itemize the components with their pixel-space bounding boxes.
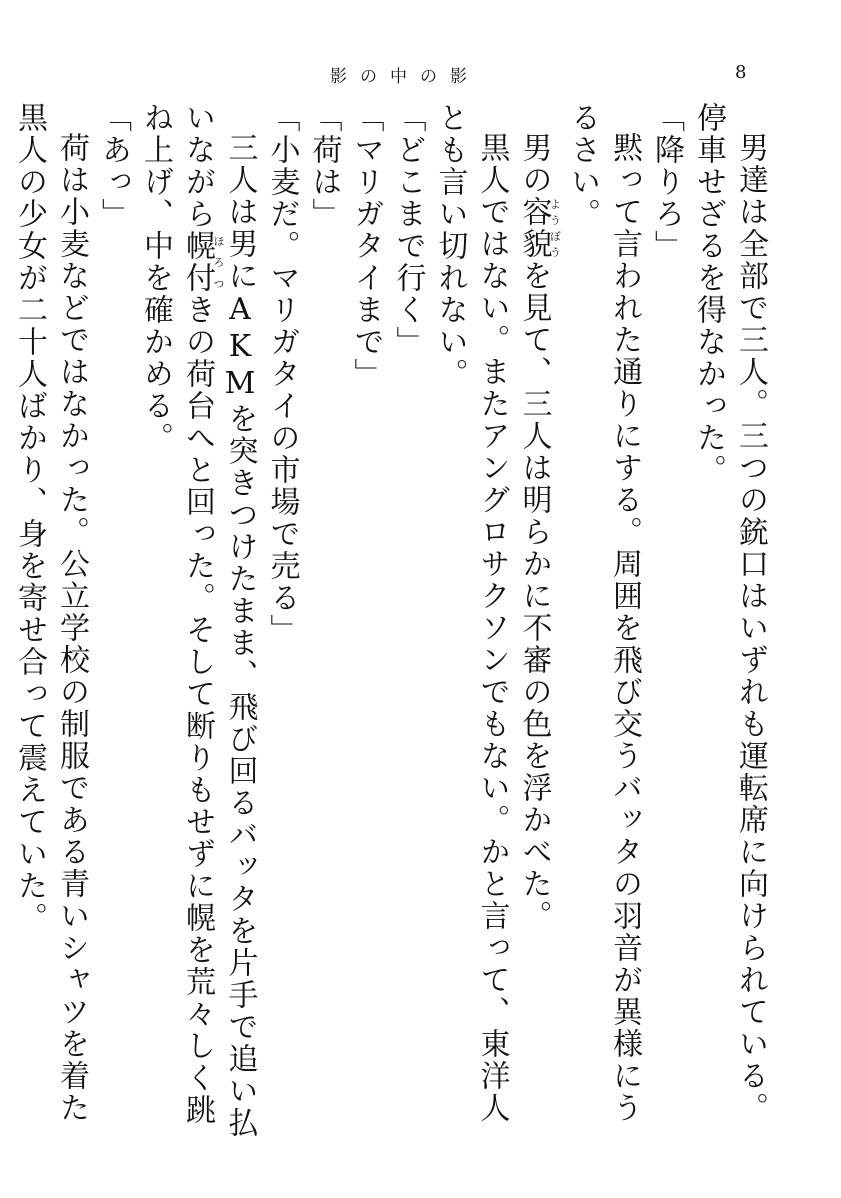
page-number: 8 xyxy=(735,62,747,83)
ruby-horotsu-base: 幌付 xyxy=(180,230,215,294)
ruby-yobou-reading: ようぼう xyxy=(548,196,562,260)
body-text xyxy=(12,102,771,1152)
paragraph-1: 男達は全部で三人。三つの銃口はいずれも運転席に向けられている。停車せざるを得なかった。 xyxy=(691,102,768,1124)
paragraph-6: 「どこまで行く」 xyxy=(390,102,426,358)
paragraph-7: 「マリガタイまで」 xyxy=(348,102,384,390)
paragraph-4-after: を見て、三人は明らかに不審の色を浮かべた。 xyxy=(516,260,552,932)
paragraph-5: 黒人ではない。またアングロサクソンでもない。かと言って、東洋人とも言い切れない。 xyxy=(432,102,510,1124)
paragraph-11: 「あっ」 xyxy=(96,102,131,230)
ruby-yobou-base: 容貌 xyxy=(516,196,552,260)
paragraph-10-before: 三人は男にAKMを突きつけたまま、飛び回るバッタを片手で追い払いながら xyxy=(180,102,258,1139)
paragraph-12: 荷は小麦などではなかった。公立学校の制服である青いシャツを着た黒人の少女が二十人ばかり、身を寄せ合って震えていた。 xyxy=(12,102,89,1124)
paragraph-2: 「降りろ」 xyxy=(649,102,684,262)
paragraph-4 xyxy=(513,102,562,1152)
running-head: 影の中の影 xyxy=(330,67,480,87)
ruby-horotsu-reading: ほろつ xyxy=(212,230,225,294)
paragraph-3: 黙って言われた通りにする。周囲を飛び交うバッタの羽音が異様にうるさい。 xyxy=(565,102,642,1124)
paragraph-9: 「小麦だ。マリガタイの市場で売る」 xyxy=(264,102,300,646)
paragraph-10-after: きの荷台へと回った。そして断りもせずに幌を荒々しく跳ね上げ、中を確かめる。 xyxy=(138,102,215,1126)
ruby-horotsu xyxy=(180,230,225,294)
paragraph-8: 「荷は」 xyxy=(306,102,342,230)
paragraph-4-before: 男の xyxy=(516,132,552,196)
ruby-yobou xyxy=(516,196,562,260)
paragraph-10 xyxy=(134,102,261,1152)
